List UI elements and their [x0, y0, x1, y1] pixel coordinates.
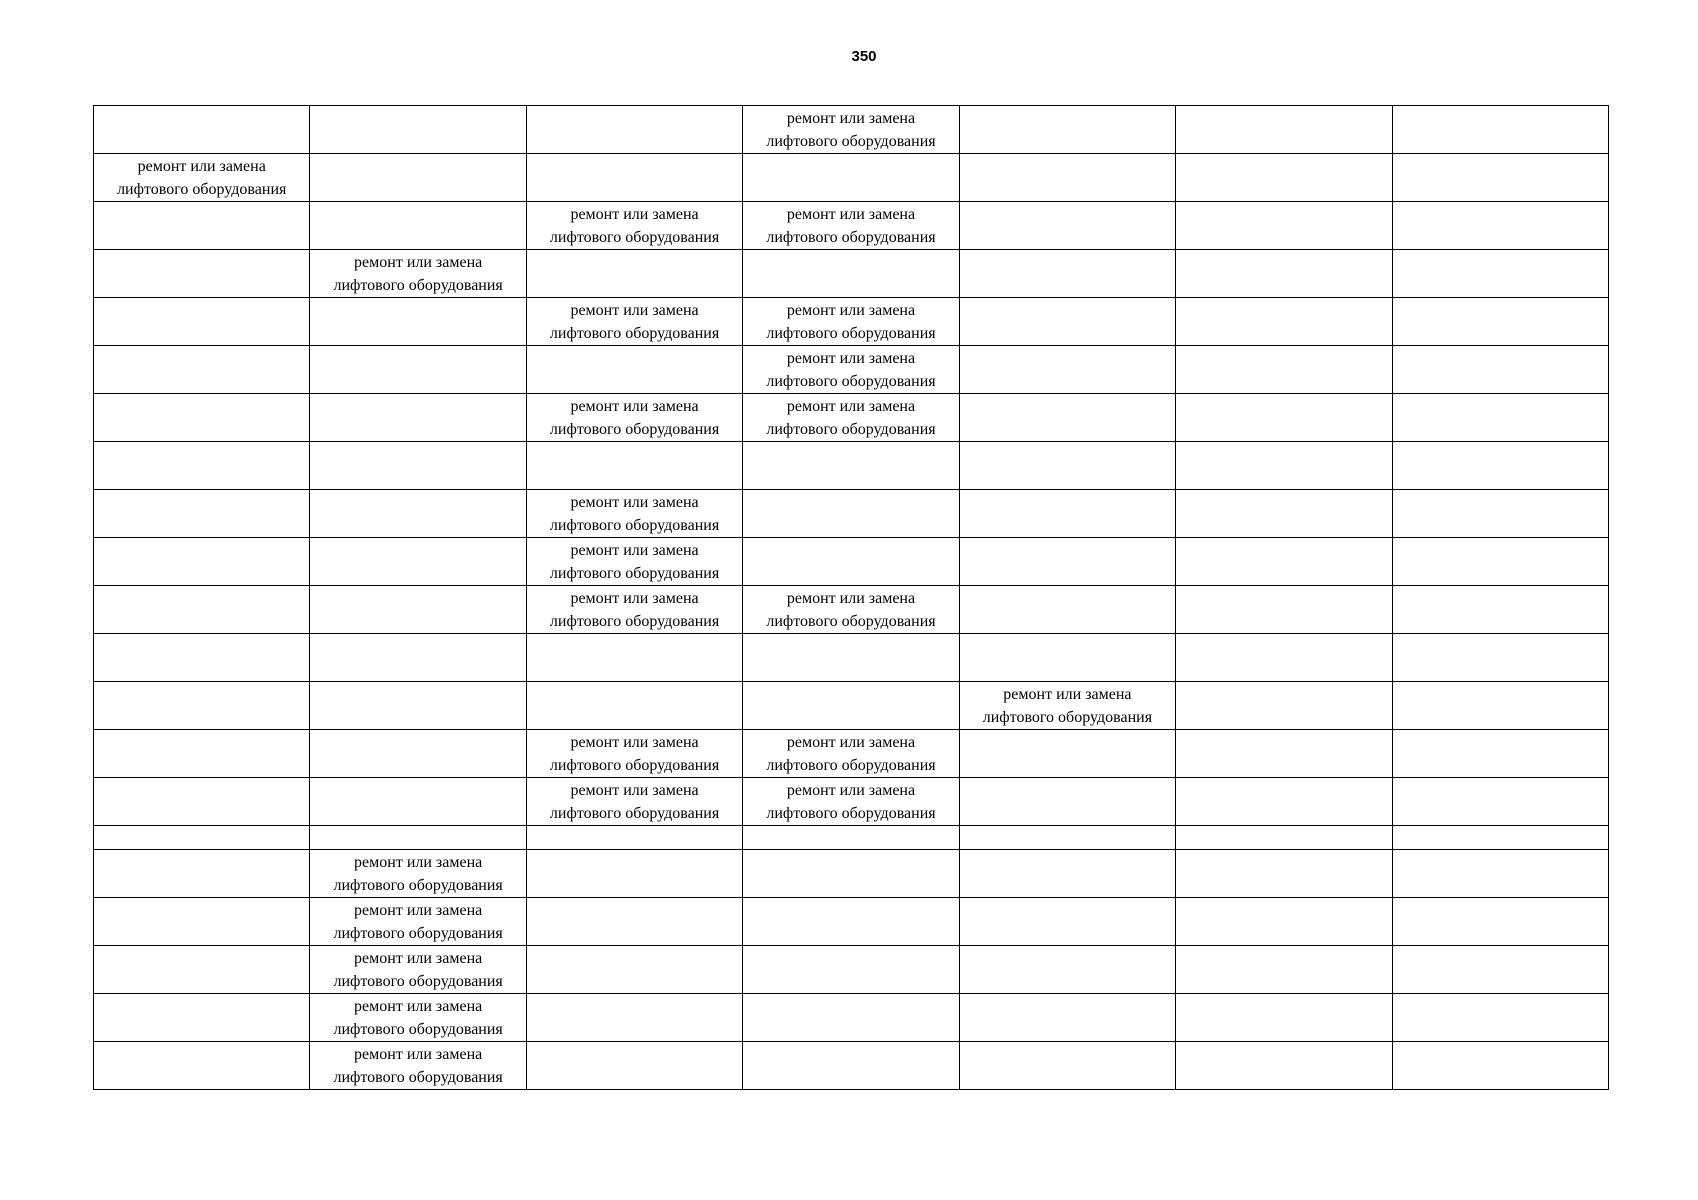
cell-text-line2: лифтового оборудования [333, 972, 503, 990]
table-cell [959, 154, 1175, 202]
cell-text-line1: ремонт или замена [570, 589, 699, 607]
table-cell [1392, 898, 1608, 946]
table-cell [310, 346, 526, 394]
table-cell [310, 898, 526, 946]
table-cell [1176, 946, 1392, 994]
table-cell [1392, 730, 1608, 778]
table-cell [743, 490, 959, 538]
table-row [94, 946, 1609, 994]
table-cell [1176, 682, 1392, 730]
table-row [94, 202, 1609, 250]
table-cell [94, 826, 310, 850]
table-cell [310, 202, 526, 250]
table-cell [310, 634, 526, 682]
table-cell [310, 442, 526, 490]
table-cell [526, 250, 742, 298]
cell-text-line2: лифтового оборудования [982, 708, 1153, 726]
table-row [94, 346, 1609, 394]
lift-repair-table [93, 105, 1609, 1090]
cell-text-line2: лифтового оборудования [549, 420, 720, 438]
page-number: 350 [851, 48, 877, 65]
table-cell [743, 586, 959, 634]
table-cell [310, 538, 526, 586]
table-cell [1176, 154, 1392, 202]
table-cell [743, 394, 959, 442]
table-cell [526, 826, 742, 850]
table-cell [743, 730, 959, 778]
table-cell [959, 634, 1175, 682]
table-cell [959, 898, 1175, 946]
table-cell [310, 946, 526, 994]
table-row [94, 538, 1609, 586]
table-cell [94, 778, 310, 826]
table-cell [959, 202, 1175, 250]
table-cell [526, 634, 742, 682]
cell-text-line1: ремонт или замена [570, 205, 699, 223]
table-cell [310, 394, 526, 442]
table-cell [1176, 730, 1392, 778]
table-cell [94, 1042, 310, 1090]
cell-text-line2: лифтового оборудования [766, 228, 936, 246]
table-cell [743, 634, 959, 682]
table-cell [1392, 346, 1608, 394]
table-cell [959, 394, 1175, 442]
cell-text-line1: ремонт или замена [354, 901, 483, 919]
table-body [94, 106, 1609, 1090]
table-cell [1392, 154, 1608, 202]
table-cell [526, 394, 742, 442]
table-cell [1176, 826, 1392, 850]
cell-text-line1: ремонт или замена [786, 733, 916, 751]
table-cell [743, 994, 959, 1042]
table-cell [1392, 1042, 1608, 1090]
table-row [94, 994, 1609, 1042]
table-cell [1176, 298, 1392, 346]
table-cell [310, 826, 526, 850]
table-cell [1176, 202, 1392, 250]
table-cell [94, 946, 310, 994]
table-cell [94, 346, 310, 394]
table-cell [743, 154, 959, 202]
table-cell [959, 250, 1175, 298]
cell-text-line1: ремонт или замена [137, 157, 266, 175]
table-cell [1176, 250, 1392, 298]
cell-text-line1: ремонт или замена [570, 397, 699, 415]
table-cell [1392, 586, 1608, 634]
table-cell [959, 346, 1175, 394]
table-cell [1392, 250, 1608, 298]
cell-text-line1: ремонт или замена [786, 301, 916, 319]
table-cell [1176, 586, 1392, 634]
table-cell [94, 682, 310, 730]
table-cell [743, 898, 959, 946]
table-cell [743, 778, 959, 826]
table-cell [1392, 946, 1608, 994]
table-cell [526, 850, 742, 898]
table-cell [1392, 634, 1608, 682]
table-cell [959, 730, 1175, 778]
table-cell [743, 1042, 959, 1090]
table-cell [1176, 1042, 1392, 1090]
table-cell [743, 682, 959, 730]
cell-text-line1: ремонт или замена [570, 781, 699, 799]
table-cell [526, 106, 742, 154]
table-cell [526, 898, 742, 946]
cell-text-line2: лифтового оборудования [549, 564, 720, 582]
table-cell [1176, 898, 1392, 946]
cell-text-line2: лифтового оборудования [766, 612, 936, 630]
table-cell [310, 682, 526, 730]
table-cell [94, 538, 310, 586]
table-cell [94, 394, 310, 442]
table-cell [959, 826, 1175, 850]
table-cell [526, 202, 742, 250]
table-cell [526, 586, 742, 634]
table-cell [743, 442, 959, 490]
cell-text-line1: ремонт или замена [1003, 685, 1132, 703]
cell-text-line2: лифтового оборудования [549, 324, 720, 342]
table-cell [743, 946, 959, 994]
cell-text-line1: ремонт или замена [354, 949, 483, 967]
table-cell [310, 586, 526, 634]
table-cell [1176, 394, 1392, 442]
cell-text-line1: ремонт или замена [786, 397, 916, 415]
table-cell [526, 490, 742, 538]
table-cell [94, 634, 310, 682]
table-row [94, 298, 1609, 346]
table-cell [959, 442, 1175, 490]
cell-text-line2: лифтового оборудования [549, 516, 720, 534]
table-cell [310, 1042, 526, 1090]
table-row [94, 586, 1609, 634]
table-cell [743, 850, 959, 898]
table-cell [1392, 202, 1608, 250]
table-cell [94, 154, 310, 202]
table-cell [959, 538, 1175, 586]
table-cell [743, 826, 959, 850]
cell-text-line2: лифтового оборудования [117, 180, 287, 198]
table-cell [959, 946, 1175, 994]
table-cell [1176, 538, 1392, 586]
table-cell [1176, 778, 1392, 826]
cell-text-line2: лифтового оборудования [333, 276, 503, 294]
cell-text-line1: ремонт или замена [570, 301, 699, 319]
table-cell [94, 730, 310, 778]
table-row [94, 730, 1609, 778]
cell-text-line2: лифтового оборудования [766, 132, 936, 150]
table-cell [1392, 826, 1608, 850]
table-cell [94, 106, 310, 154]
table-cell [526, 730, 742, 778]
table-cell [1176, 994, 1392, 1042]
table-row [94, 1042, 1609, 1090]
table-cell [743, 106, 959, 154]
table-cell [959, 490, 1175, 538]
table-cell [526, 346, 742, 394]
table-cell [1392, 778, 1608, 826]
table-cell [959, 850, 1175, 898]
cell-text-line1: ремонт или замена [786, 589, 916, 607]
table-cell [1392, 298, 1608, 346]
cell-text-line2: лифтового оборудования [549, 612, 720, 630]
cell-text-line2: лифтового оборудования [333, 1020, 503, 1038]
table-cell [310, 106, 526, 154]
table-cell [94, 586, 310, 634]
cell-text-line2: лифтового оборудования [766, 804, 936, 822]
table-cell [526, 778, 742, 826]
table-cell [743, 202, 959, 250]
table-row [94, 154, 1609, 202]
table-cell [310, 730, 526, 778]
table-cell [743, 250, 959, 298]
table-cell [310, 490, 526, 538]
cell-text-line2: лифтового оборудования [766, 420, 936, 438]
cell-text-line2: лифтового оборудования [766, 372, 936, 390]
table-row [94, 442, 1609, 490]
table-cell [526, 538, 742, 586]
table-cell [1176, 346, 1392, 394]
table-row [94, 250, 1609, 298]
table-cell [1176, 490, 1392, 538]
table-cell [1392, 490, 1608, 538]
table-cell [94, 898, 310, 946]
table-cell [310, 994, 526, 1042]
table-cell [526, 946, 742, 994]
cell-text-line2: лифтового оборудования [333, 876, 503, 894]
table-cell [1392, 682, 1608, 730]
table-cell [310, 250, 526, 298]
table-row [94, 898, 1609, 946]
table-cell [94, 994, 310, 1042]
table-cell [1392, 442, 1608, 490]
table-cell [526, 1042, 742, 1090]
cell-text-line2: лифтового оборудования [766, 324, 936, 342]
cell-text-line1: ремонт или замена [786, 781, 916, 799]
cell-text-line2: лифтового оборудования [766, 756, 936, 774]
cell-text-line2: лифтового оборудования [549, 228, 720, 246]
table-cell [310, 154, 526, 202]
table-cell [959, 1042, 1175, 1090]
cell-text-line1: ремонт или замена [354, 853, 483, 871]
table-cell [1176, 850, 1392, 898]
table-cell [959, 682, 1175, 730]
table-cell [1392, 850, 1608, 898]
table-cell [94, 298, 310, 346]
table-cell [94, 202, 310, 250]
table-cell [310, 850, 526, 898]
table-cell [743, 538, 959, 586]
table-cell [526, 298, 742, 346]
table-row [94, 778, 1609, 826]
table-cell [959, 778, 1175, 826]
cell-text-line1: ремонт или замена [570, 493, 699, 511]
table-cell [1176, 442, 1392, 490]
cell-text-line1: ремонт или замена [786, 349, 916, 367]
table-cell [1392, 394, 1608, 442]
table-cell [959, 106, 1175, 154]
table-cell [94, 490, 310, 538]
table-cell [526, 154, 742, 202]
cell-text-line2: лифтового оборудования [549, 804, 720, 822]
cell-text-line1: ремонт или замена [570, 541, 699, 559]
table-row [94, 106, 1609, 154]
table-row [94, 490, 1609, 538]
table-cell [1176, 634, 1392, 682]
table-cell [743, 346, 959, 394]
table-cell [94, 850, 310, 898]
table-cell [310, 298, 526, 346]
table-row [94, 826, 1609, 850]
table-cell [94, 442, 310, 490]
table-cell [1392, 106, 1608, 154]
table-cell [526, 682, 742, 730]
table-row [94, 394, 1609, 442]
table-row [94, 850, 1609, 898]
cell-text-line1: ремонт или замена [786, 205, 916, 223]
cell-text-line1: ремонт или замена [354, 1045, 483, 1063]
cell-text-line1: ремонт или замена [354, 997, 483, 1015]
cell-text-line1: ремонт или замена [786, 109, 916, 127]
table-cell [1392, 538, 1608, 586]
table-cell [94, 250, 310, 298]
cell-text-line2: лифтового оборудования [549, 756, 720, 774]
table-row [94, 682, 1609, 730]
table-cell [310, 778, 526, 826]
table-cell [1392, 994, 1608, 1042]
cell-text-line1: ремонт или замена [354, 253, 483, 271]
table-row [94, 634, 1609, 682]
table-cell [526, 994, 742, 1042]
cell-text-line2: лифтового оборудования [333, 1068, 503, 1086]
table-cell [959, 298, 1175, 346]
table-cell [526, 442, 742, 490]
cell-text-line2: лифтового оборудования [333, 924, 503, 942]
table-cell [959, 586, 1175, 634]
table-cell [743, 298, 959, 346]
table-cell [1176, 106, 1392, 154]
cell-text-line1: ремонт или замена [570, 733, 699, 751]
table-cell [959, 994, 1175, 1042]
